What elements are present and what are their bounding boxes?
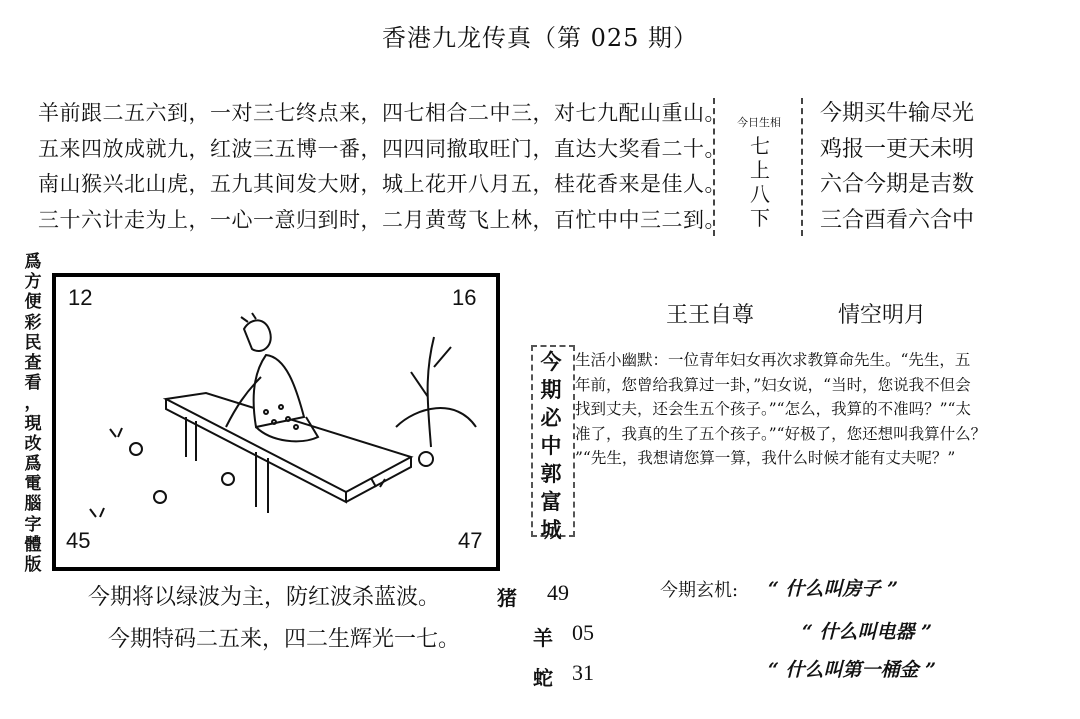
vertical-char: 城 <box>540 517 562 542</box>
corner-number-top-right: 16 <box>452 285 477 310</box>
side-note-char: 改 <box>24 433 42 454</box>
corner-number-bottom-right: 47 <box>458 528 483 553</box>
riddle-label: 今期玄机: <box>660 580 739 601</box>
side-note-char: 版 <box>24 555 42 576</box>
side-note-char: 方 <box>24 272 42 293</box>
joke-text <box>575 348 1075 471</box>
corner-number-bottom-left: 45 <box>66 528 91 553</box>
zodiac-char: 下 <box>750 206 770 230</box>
zodiac-head: 今日生相 <box>737 116 781 129</box>
vertical-char: 中 <box>540 433 562 458</box>
poem-line: 五来四放成就九，红波三五博一番，四四同撤取旺门，直达大奖看二十。 <box>38 136 726 161</box>
right-verse-line: 六合今期是吉数 <box>820 172 975 197</box>
joke-line: 生活小幽默：一位青年妇女再次求教算命先生。“先生，五 <box>575 351 971 369</box>
poem-line: 南山猴兴北山虎，五九其间发大财，城上花开八月五，桂花香来是佳人。 <box>38 172 726 196</box>
page-title: 香港九龙传真（第 025 期） <box>381 24 699 52</box>
poem-line: 三十六计走为上，一心一意归到时，二月黄莺飞上林，百忙中中三二到。 <box>38 207 726 232</box>
vertical-char: 期 <box>540 377 562 402</box>
zodiac-char: 上 <box>750 158 770 182</box>
poem-block <box>38 96 728 238</box>
illustration-frame <box>52 273 500 571</box>
side-note-char: ， <box>24 393 42 414</box>
heading-left: 王王自尊 <box>666 303 755 328</box>
right-verse-line: 今期买牛输尽光 <box>820 101 975 126</box>
vertical-char: 富 <box>540 489 562 514</box>
joke-line: 找到丈夫，还会生五个孩子。”“怎么，我算的不准吗？”“太 <box>575 400 971 418</box>
right-verse-line: 三合酉看六合中 <box>820 207 975 233</box>
right-verse <box>820 96 974 238</box>
side-note-char: 查 <box>24 353 42 374</box>
side-note-char: 爲 <box>24 454 42 475</box>
side-note-char: 現 <box>24 413 42 434</box>
poem-line: 羊前跟二五六到，一对三七终点来，四七相合二中三，对七九配山重山。 <box>38 101 726 125</box>
vertical-char: 郭 <box>540 461 562 486</box>
side-note-char: 腦 <box>24 494 42 515</box>
right-verse-line: 鸡报一更天未明 <box>820 136 975 162</box>
zodiac-label: 蛇 <box>533 666 553 690</box>
side-note-char: 彩 <box>24 312 42 333</box>
zodiac-number: 49 <box>547 580 569 605</box>
riddle-line: “ 什么叫电器 ” <box>802 621 933 643</box>
side-note-char: 體 <box>24 534 42 555</box>
bottom-line-1: 今期将以绿波为主，防红波杀蓝波。 <box>88 585 441 610</box>
zodiac-label: 羊 <box>533 626 553 650</box>
side-note <box>20 252 46 575</box>
side-note-char: 爲 <box>24 252 42 272</box>
zodiac-number: 05 <box>572 620 594 645</box>
zodiac-number: 31 <box>572 660 594 685</box>
joke-line: 年前，您曾给我算过一卦，”妇女说，“当时，您说我不但会 <box>575 375 971 394</box>
side-note-char: 字 <box>24 514 42 535</box>
riddle-line: “ 什么叫房子 ” <box>768 578 899 600</box>
bottom-line-2: 今期特码二五来，四二生辉光一七。 <box>108 627 461 652</box>
zodiac-char: 八 <box>750 182 770 206</box>
heading-right: 情空明月 <box>838 303 927 328</box>
zodiac-label: 猪 <box>497 586 517 610</box>
vertical-char: 必 <box>540 405 562 430</box>
side-note-char: 看 <box>24 373 42 394</box>
joke-line: 准了，我真的生了五个孩子。”“好极了，您还想叫我算什么？ <box>575 424 987 443</box>
side-note-char: 民 <box>24 332 42 353</box>
side-note-char: 電 <box>24 474 42 495</box>
vertical-char: 今 <box>540 349 562 374</box>
vertical-box-text <box>533 348 569 544</box>
zodiac-chars <box>740 134 780 230</box>
side-note-char: 便 <box>24 292 42 313</box>
corner-number-top-left: 12 <box>68 285 93 310</box>
woman-washing-illustration <box>56 277 496 567</box>
riddle-line: “ 什么叫第一桶金 ” <box>768 659 937 681</box>
zodiac-char: 七 <box>750 134 770 158</box>
joke-line: ”“先生，我想请您算一算，我什么时候才能有丈夫呢？” <box>575 449 956 467</box>
